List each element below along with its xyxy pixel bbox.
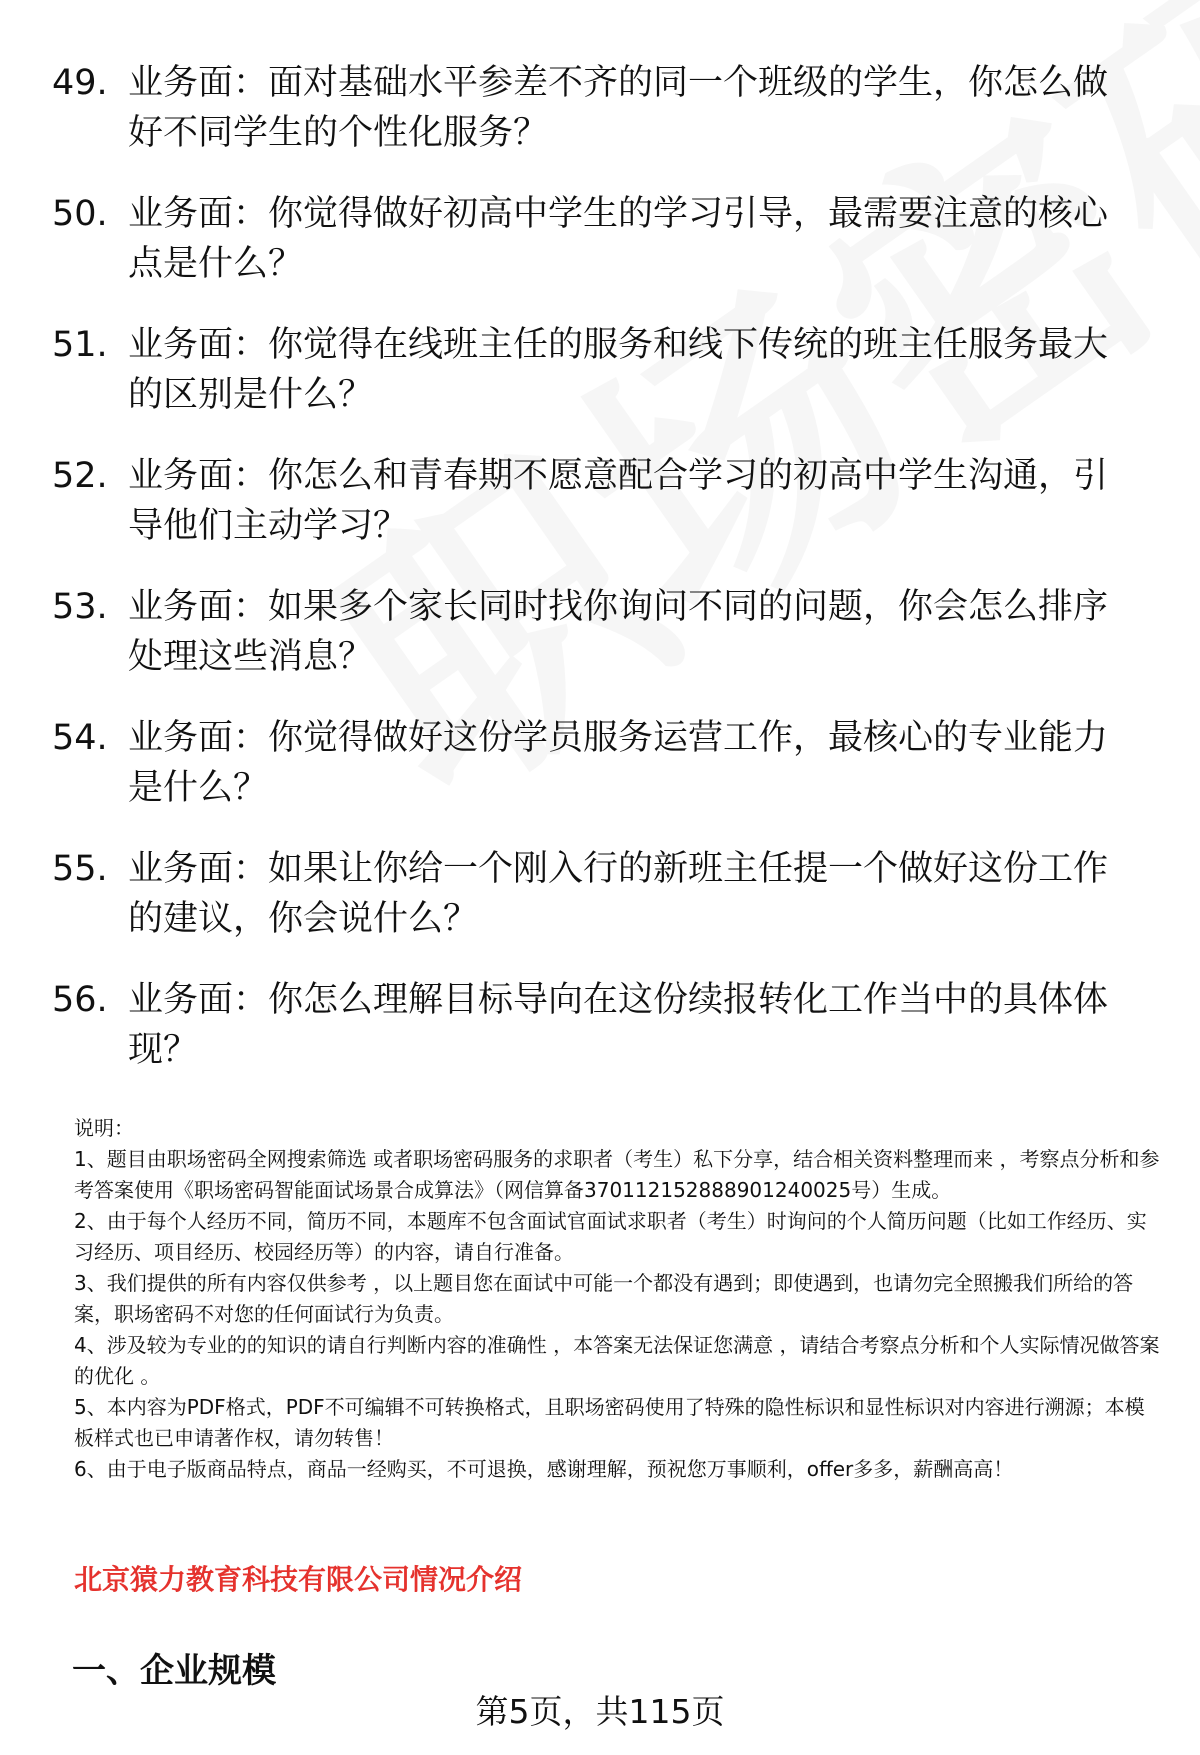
question-text: 业务面：你怎么和青春期不愿意配合学习的初高中学生沟通，引导他们主动学习？ [128, 456, 1109, 546]
question-item [52, 975, 1152, 1075]
note-item: 1、题目由职场密码全网搜索筛选 或者职场密码服务的求职者（考生）私下分享，结合相关资料整理而来 ，考察点分析和参考答案使用《职场密码智能面试场景合成算法》（网信算备370112152888901240025号）生成。 [74, 1147, 1160, 1202]
notes-heading: 说明： [74, 1116, 134, 1140]
note-item: 4、涉及较为专业的的知识的请自行判断内容的准确性 ，本答案无法保证您满意 ，请结合考察点分析和个人实际情况做答案的优化 。 [74, 1333, 1160, 1388]
question-number: 54. [52, 718, 108, 758]
note-item: 2、由于每个人经历不同，简历不同，本题库不包含面试官面试求职者（考生）时询问的个人简历问题（比如工作经历、实习经历、项目经历、校园经历等）的内容，请自行准备。 [74, 1209, 1147, 1264]
question-item [52, 320, 1152, 420]
note-item: 5、本内容为PDF格式，PDF不可编辑不可转换格式，且职场密码使用了特殊的隐性标识和显性标识对内容进行溯源；本模板样式也已申请著作权，请勿转售！ [74, 1395, 1145, 1450]
question-item [52, 713, 1152, 813]
question-number: 53. [52, 587, 108, 627]
question-number: 50. [52, 194, 108, 234]
notes-section [74, 1113, 1164, 1485]
question-number: 51. [52, 325, 108, 365]
question-list [52, 58, 1152, 1106]
question-text: 业务面：你觉得做好初高中学生的学习引导，最需要注意的核心点是什么？ [128, 194, 1109, 284]
note-item: 6、由于电子版商品特点，商品一经购买，不可退换，感谢理解，预祝您万事顺利，offer多多，薪酬高高！ [74, 1457, 1014, 1481]
question-text: 业务面：你觉得在线班主任的服务和线下传统的班主任服务最大的区别是什么？ [128, 325, 1109, 415]
question-item [52, 58, 1152, 158]
question-item [52, 189, 1152, 289]
question-text: 业务面：你怎么理解目标导向在这份续报转化工作当中的具体体现？ [128, 980, 1109, 1070]
question-item [52, 451, 1152, 551]
question-text: 业务面：你觉得做好这份学员服务运营工作，最核心的专业能力是什么？ [128, 718, 1109, 808]
question-number: 52. [52, 456, 108, 496]
question-number: 55. [52, 849, 108, 889]
question-number: 49. [52, 63, 108, 103]
question-text: 业务面：面对基础水平参差不齐的同一个班级的学生，你怎么做好不同学生的个性化服务？ [128, 63, 1109, 153]
page-number: 第5页，共115页 [475, 1692, 725, 1731]
question-item [52, 844, 1152, 944]
question-text: 业务面：如果让你给一个刚入行的新班主任提一个做好这份工作的建议，你会说什么？ [128, 849, 1109, 939]
company-title: 北京猿力教育科技有限公司情况介绍 [74, 1563, 523, 1596]
question-number: 56. [52, 980, 108, 1020]
question-text: 业务面：如果多个家长同时找你询问不同的问题，你会怎么排序处理这些消息？ [128, 587, 1109, 677]
section-heading: 一、企业规模 [72, 1651, 276, 1691]
question-item [52, 582, 1152, 682]
note-item: 3、我们提供的所有内容仅供参考 ，以上题目您在面试中可能一个都没有遇到；即使遇到，也请勿完全照搬我们所给的答案，职场密码不对您的任何面试行为负责。 [74, 1271, 1134, 1326]
